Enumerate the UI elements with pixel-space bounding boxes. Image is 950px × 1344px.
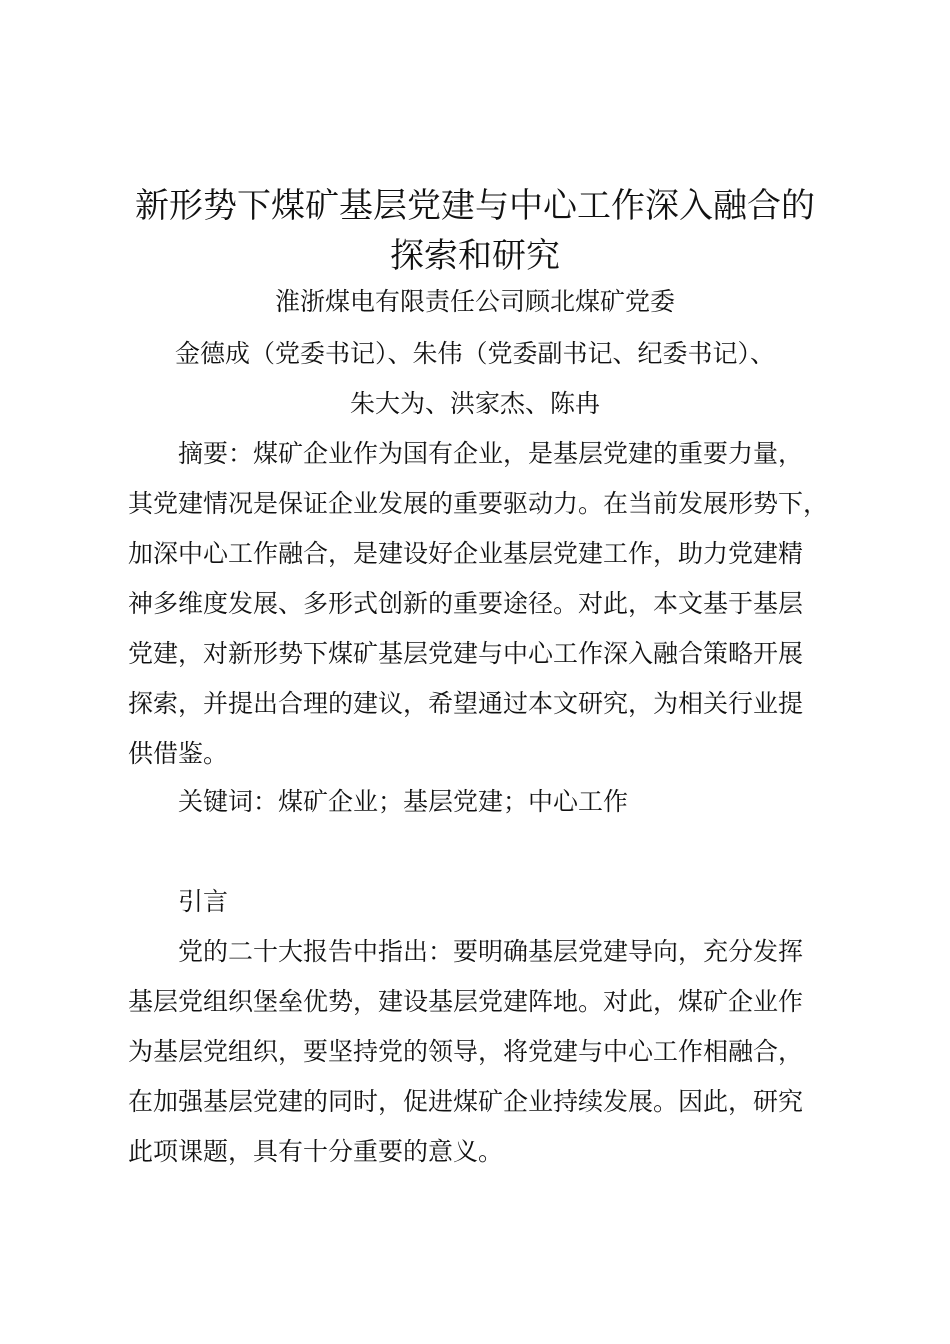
intro-line-3: 为基层党组织，要坚持党的领导，将党建与中心工作相融合， (128, 1037, 804, 1066)
intro-line-4: 在加强基层党建的同时，促进煤矿企业持续发展。因此，研究 (128, 1087, 804, 1116)
section-heading: 引言 (178, 887, 229, 916)
intro-line-2: 基层党组织堡垒优势，建设基层党建阵地。对此，煤矿企业作 (128, 987, 804, 1016)
abstract-line-6: 探索，并提出合理的建议，希望通过本文研究，为相关行业提 (128, 689, 804, 718)
abstract-line-4: 神多维度发展、多形式创新的重要途径。对此，本文基于基层 (128, 589, 804, 618)
abstract-line-3: 加深中心工作融合，是建设好企业基层党建工作，助力党建精 (128, 539, 804, 568)
abstract-line-1: 摘要：煤矿企业作为国有企业，是基层党建的重要力量， (178, 439, 804, 468)
abstract-line-2: 其党建情况是保证企业发展的重要驱动力。在当前发展形势下， (128, 489, 829, 518)
authors-line-2: 朱大为、洪家杰、陈冉 (349, 389, 600, 418)
abstract-line-5: 党建，对新形势下煤矿基层党建与中心工作深入融合策略开展 (128, 639, 804, 668)
authors-line-1: 金德成（党委书记）、朱伟（党委副书记、纪委书记）、 (174, 339, 775, 368)
abstract-line-7: 供借鉴。 (128, 739, 229, 768)
affiliation: 淮浙煤电有限责任公司顾北煤矿党委 (274, 287, 675, 316)
keywords: 关键词：煤矿企业；基层党建；中心工作 (178, 787, 629, 816)
title-line-2: 探索和研究 (390, 236, 560, 276)
title-line-1: 新形势下煤矿基层党建与中心工作深入融合的 (135, 186, 815, 226)
intro-line-1: 党的二十大报告中指出：要明确基层党建导向，充分发挥 (178, 937, 804, 966)
intro-line-5: 此项课题，具有十分重要的意义。 (128, 1137, 504, 1166)
